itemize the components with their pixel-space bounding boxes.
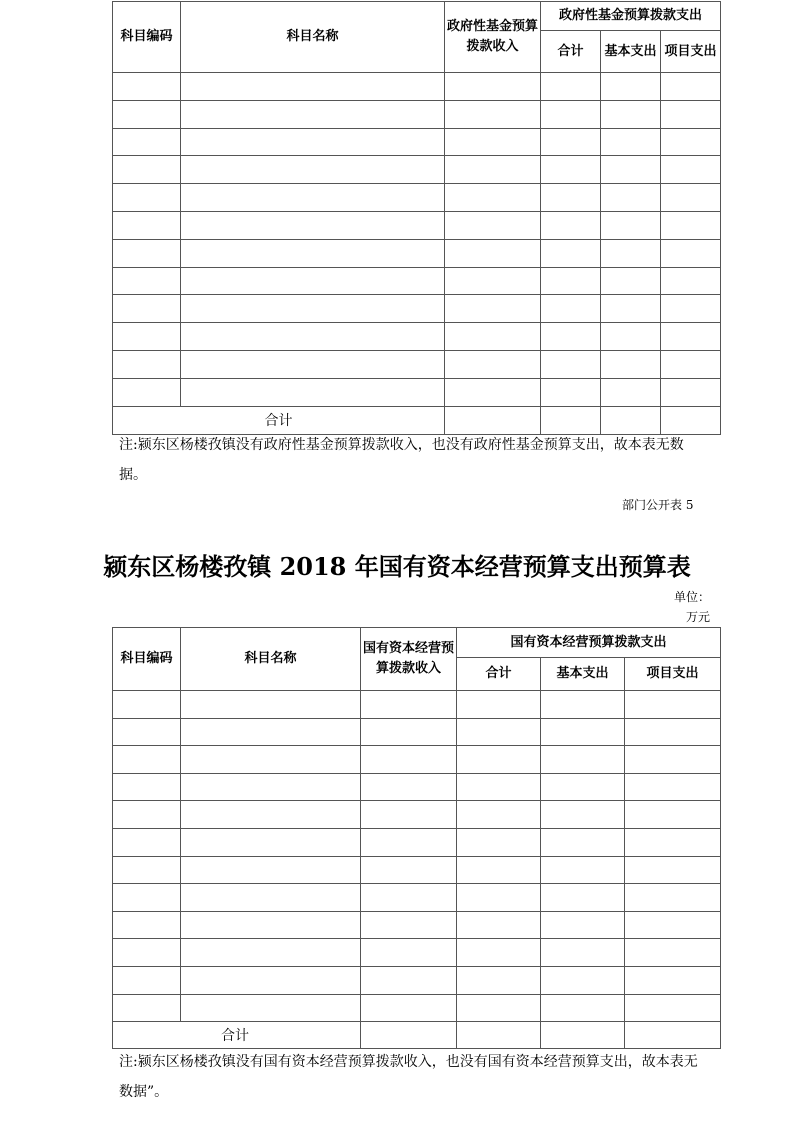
table-cell [457,994,541,1022]
table-cell [661,323,721,351]
table-cell [625,773,721,801]
table-cell [181,856,361,884]
table-cell [181,184,445,212]
table-cell [445,267,541,295]
table-cell [445,156,541,184]
table-row [113,856,721,884]
table-cell [113,378,181,406]
header-expense-group: 国有资本经营预算拨款支出 [457,628,721,658]
table-cell [361,773,457,801]
table-row [113,128,721,156]
unit-label: 单位： [674,590,711,604]
table-cell [181,211,445,239]
header-name: 科目名称 [181,2,445,73]
table-cell [661,378,721,406]
table-cell [457,828,541,856]
table-cell [113,939,181,967]
table-cell [113,239,181,267]
table-row [113,884,721,912]
table-cell [361,911,457,939]
total-row [113,1022,721,1049]
table-row [113,746,721,774]
table-row [113,966,721,994]
table-cell [541,100,601,128]
table-cell [661,295,721,323]
government-fund-table [112,1,721,435]
table-cell [601,128,661,156]
table-cell [181,239,445,267]
table-cell [601,378,661,406]
table-cell [181,994,361,1022]
header-basic: 基本支出 [541,658,625,691]
table-cell [113,323,181,351]
table-cell [457,939,541,967]
table-cell [601,350,661,378]
table-cell [113,773,181,801]
table-cell [541,323,601,351]
header-total: 合计 [541,31,601,73]
table-cell [625,691,721,719]
table-cell [181,691,361,719]
table-cell [457,911,541,939]
table-cell [541,211,601,239]
table-cell [661,73,721,101]
table-row [113,239,721,267]
table-cell [601,156,661,184]
table-cell [181,828,361,856]
table-cell [541,884,625,912]
table-cell [113,746,181,774]
table-cell [113,156,181,184]
table-cell [457,884,541,912]
table-cell [113,350,181,378]
table-row [113,184,721,212]
page-label: 部门公开表 5 [622,498,694,512]
table-row [113,323,721,351]
table-cell [541,73,601,101]
table-cell [661,211,721,239]
table-cell [625,911,721,939]
table-cell [541,801,625,829]
table-row [113,939,721,967]
table-cell [181,378,445,406]
table-row [113,100,721,128]
table-row [113,156,721,184]
table-row [113,691,721,719]
table-row [113,295,721,323]
table-cell [661,267,721,295]
table-cell [601,211,661,239]
header-project: 项目支出 [625,658,721,691]
table-cell [181,773,361,801]
table-cell [181,746,361,774]
table-cell [181,966,361,994]
table-cell [181,801,361,829]
table-cell [113,911,181,939]
table-row [113,378,721,406]
table-cell [445,184,541,212]
table-cell [661,184,721,212]
table-cell [541,939,625,967]
table-cell [445,323,541,351]
table-cell [625,801,721,829]
table-cell [661,128,721,156]
table-cell [541,378,601,406]
table-cell [625,994,721,1022]
table-cell [625,939,721,967]
table-cell [541,295,601,323]
header-name: 科目名称 [181,628,361,691]
table-cell [541,856,625,884]
total-label: 合计 [113,406,445,434]
table-cell [181,718,361,746]
table-cell [541,718,625,746]
table-row [113,73,721,101]
table-cell [113,184,181,212]
table-cell [661,156,721,184]
table-cell [181,267,445,295]
header-basic: 基本支出 [601,31,661,73]
table-cell [601,295,661,323]
table-cell [445,350,541,378]
table-cell [541,994,625,1022]
header-income: 政府性基金预算拨款收入 [445,2,541,73]
table-cell [181,884,361,912]
table-cell [361,828,457,856]
table-cell [541,828,625,856]
table-row [113,828,721,856]
total-label: 合计 [113,1022,361,1049]
table-cell [601,323,661,351]
table-cell [541,691,625,719]
table-cell [457,718,541,746]
state-capital-table [112,627,721,1049]
table-cell [541,911,625,939]
table-cell [445,100,541,128]
table-cell [113,718,181,746]
table-row [113,773,721,801]
table-row [113,267,721,295]
table-cell [625,828,721,856]
table-cell [113,828,181,856]
table-cell [181,73,445,101]
table-cell [457,856,541,884]
table-cell [181,939,361,967]
table-cell [113,128,181,156]
table-cell [361,856,457,884]
table-cell [361,884,457,912]
table-cell [457,801,541,829]
table-cell [601,100,661,128]
table-cell [113,884,181,912]
table-cell [625,966,721,994]
table-cell [625,856,721,884]
table-cell [181,911,361,939]
table-cell [601,73,661,101]
table-cell [445,295,541,323]
table-cell [457,746,541,774]
table-cell [181,128,445,156]
table-row [113,911,721,939]
table-cell [113,295,181,323]
table-cell [541,156,601,184]
table-cell [457,691,541,719]
table-cell [541,746,625,774]
table-cell [445,73,541,101]
table-cell [541,128,601,156]
table-cell [457,773,541,801]
table-cell [541,350,601,378]
unit-value: 万元 [686,610,711,624]
note-1: 注:颍东区杨楼孜镇没有政府性基金预算拨款收入，也没有政府性基金预算支出，故本表无数据。 [119,437,684,483]
header-expense-group: 政府性基金预算拨款支出 [541,2,721,31]
header-project: 项目支出 [661,31,721,73]
header-code: 科目编码 [113,628,181,691]
table-cell [625,884,721,912]
table-cell [625,746,721,774]
table-cell [361,994,457,1022]
table-cell [181,100,445,128]
table-cell [113,73,181,101]
table-cell [445,378,541,406]
table-cell [445,128,541,156]
note-2: 注:颍东区杨楼孜镇没有国有资本经营预算拨款收入，也没有国有资本经营预算支出，故本表无数据”。 [119,1054,698,1100]
table-row [113,994,721,1022]
table-cell [445,239,541,267]
table-cell [361,691,457,719]
table-cell [457,966,541,994]
table-cell [181,350,445,378]
table-cell [113,211,181,239]
table-row [113,211,721,239]
header-total: 合计 [457,658,541,691]
page-title: 颍东区杨楼孜镇 2018 年国有资本经营预算支出预算表 [103,552,691,581]
table-cell [361,966,457,994]
header-income: 国有资本经营预算拨款收入 [361,628,457,691]
table-cell [181,295,445,323]
table-cell [661,350,721,378]
table-cell [113,691,181,719]
table-cell [601,184,661,212]
table-cell [181,156,445,184]
table-cell [113,267,181,295]
table-cell [361,746,457,774]
table-row [113,718,721,746]
table-cell [361,939,457,967]
table-cell [445,211,541,239]
table-cell [541,267,601,295]
table-cell [361,718,457,746]
table-cell [661,100,721,128]
table-row [113,801,721,829]
table-cell [541,966,625,994]
table-cell [601,267,661,295]
table-cell [361,801,457,829]
table-cell [113,801,181,829]
table-cell [113,994,181,1022]
table-cell [625,718,721,746]
table-cell [541,239,601,267]
table-cell [113,856,181,884]
table-cell [181,323,445,351]
table-cell [113,100,181,128]
table-cell [541,184,601,212]
table-cell [601,239,661,267]
table-row [113,350,721,378]
table-cell [113,966,181,994]
header-code: 科目编码 [113,2,181,73]
table-cell [541,773,625,801]
table-cell [661,239,721,267]
